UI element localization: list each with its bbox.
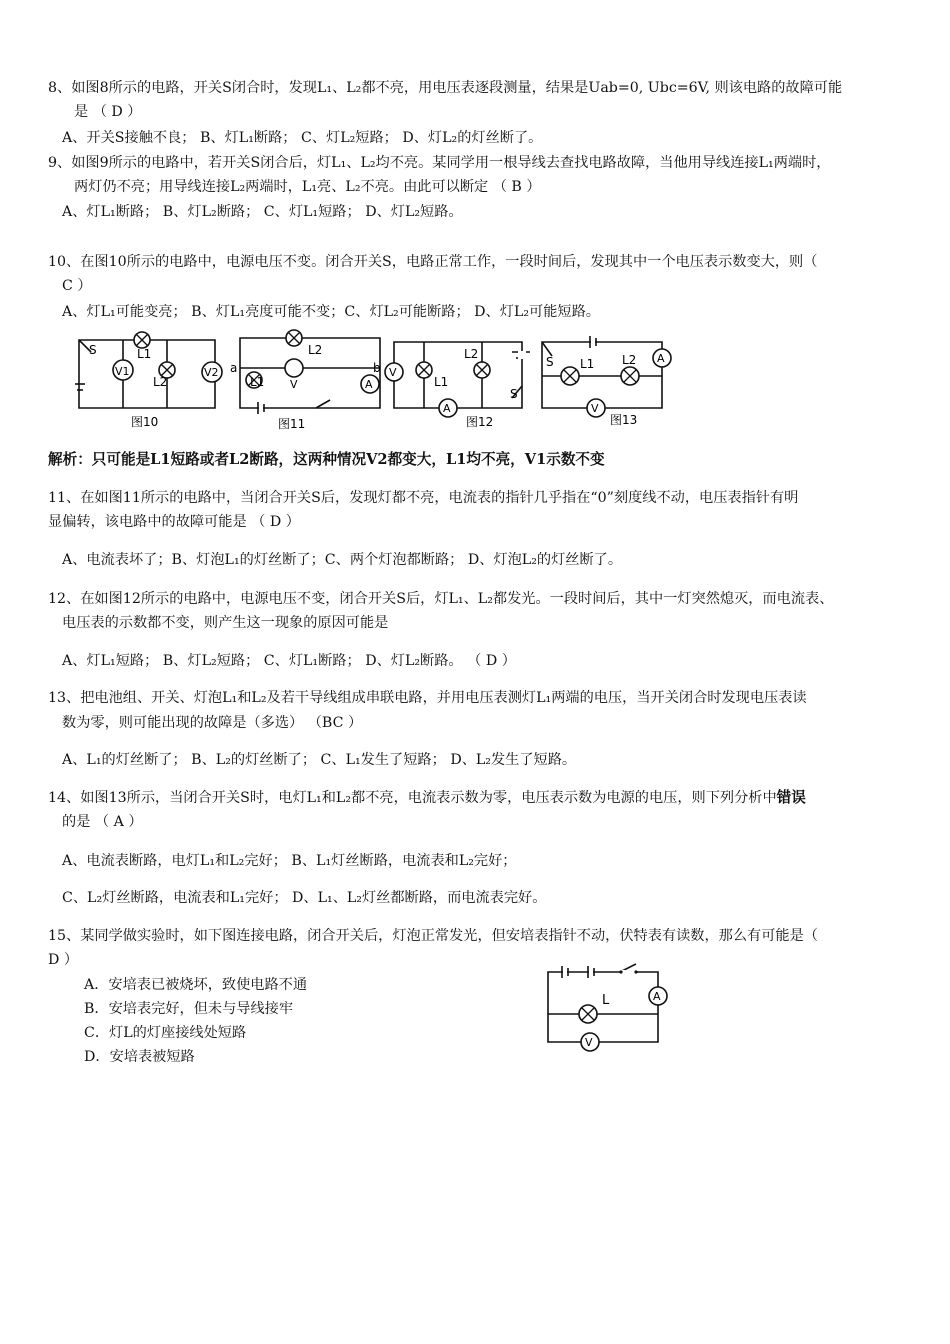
fig11-label-l1: L1	[250, 375, 265, 389]
fig11-label-a-meter: A	[365, 378, 373, 391]
q12-line2: 电压表的示数都不变，则产生这一现象的原因可能是	[62, 615, 389, 631]
q13-line1: 13、把电池组、开关、灯泡L₁和L₂及若干导线组成串联电路，并用电压表测灯L₁两端的电压，当开关闭合时发现电压表读	[48, 690, 807, 706]
fig12-label-l2: L2	[464, 347, 479, 361]
circuit-figure-13	[538, 328, 686, 430]
fig12-label-l1: L1	[434, 375, 449, 389]
q14-line1-text: 14、如图13所示，当闭合开关S时，电灯L₁和L₂都不亮，电流表示数为零，电压表示数为电源的电压，则下列分析中	[48, 790, 777, 806]
fig15-label-v: V	[585, 1036, 593, 1049]
fig13-label-a: A	[657, 352, 665, 365]
q10-options: A、灯L₁可能变亮； B、灯L₁亮度可能不变；C、灯L₂可能断路； D、灯L₂可能短路。	[62, 304, 600, 320]
q10-line2: C ）	[62, 278, 92, 294]
q8-line1: 8、如图8所示的电路，开关S闭合时，发现L₁、L₂都不亮，用电压表逐段测量，结果是Uab=0, Ubc=6V, 则该电路的故障可能	[48, 80, 843, 96]
q15-option-c: C．灯L的灯座接线处短路	[84, 1025, 247, 1041]
q14-options-cd: C、L₂灯丝断路，电流表和L₁完好； D、L₁、L₂灯丝都断路，而电流表完好。	[62, 890, 547, 906]
q14-line1	[48, 788, 806, 808]
q15-option-b: B．安培表完好，但未与导线接牢	[84, 1001, 294, 1017]
q8-options: A、开关S接触不良； B、灯L₁断路； C、灯L₂短路； D、灯L₂的灯丝断了。	[62, 130, 543, 146]
fig10-label-v1: V1	[115, 365, 130, 378]
fig12-label-s: S	[510, 387, 518, 401]
q11-options: A、电流表坏了；B、灯泡L₁的灯丝断了；C、两个灯泡都断路； D、灯泡L₂的灯丝断了。	[62, 552, 623, 568]
circuit-figure-15	[540, 960, 700, 1058]
circuit-figure-12	[382, 328, 532, 430]
fig12-caption: 图12	[466, 415, 494, 429]
q11-line2: 显偏转，该电路中的故障可能是 （ D ）	[48, 514, 300, 530]
q10-line1: 10、在图10所示的电路中，电源电压不变。闭合开关S，电路正常工作，一段时间后，发现其中一个电压表示数变大，则（	[48, 254, 818, 270]
q12-line1: 12、在如图12所示的电路中，电源电压不变，闭合开关S后，灯L₁、L₂都发光。一段时间后，其中一灯突然熄灭，而电流表、	[48, 591, 834, 607]
svg-text:V: V	[290, 378, 298, 391]
fig13-label-l1: L1	[580, 357, 595, 371]
fig11-caption: 图11	[278, 417, 306, 431]
fig10-label-l1: L1	[137, 347, 152, 361]
fig15-label-a: A	[653, 990, 661, 1003]
fig11-label-b: b	[373, 361, 381, 375]
circuit-figure-11	[230, 328, 385, 430]
fig10-label-l2: L2	[153, 375, 168, 389]
q8-line2: 是 （ D ）	[74, 104, 142, 120]
q14-emphasis: 错误	[776, 789, 806, 806]
q9-options: A、灯L₁断路； B、灯L₂断路； C、灯L₁短路； D、灯L₂短路。	[62, 204, 463, 220]
q13-line2: 数为零，则可能出现的故障是（多选） （BC ）	[62, 715, 363, 731]
q15-option-d: D．安培表被短路	[84, 1049, 195, 1065]
fig13-label-s: S	[546, 355, 554, 369]
q13-options: A、L₁的灯丝断了； B、L₂的灯丝断了； C、L₁发生了短路； D、L₂发生了短路。	[62, 752, 577, 768]
q15-line1: 15、某同学做实验时，如下图连接电路，闭合开关后，灯泡正常发光，但安培表指针不动，伏特表有读数，那么有可能是（	[48, 928, 818, 944]
q9-line1: 9、如图9所示的电路中，若开关S闭合后，灯L₁、L₂均不亮。某同学用一根导线去查找电路故障，当他用导线连接L₁两端时，	[48, 155, 831, 171]
fig11-label-a: a	[230, 361, 238, 375]
fig15-label-l: L	[602, 993, 610, 1008]
fig10-label-v2: V2	[204, 366, 219, 379]
fig13-caption: 图13	[610, 413, 638, 427]
q15-option-a: A．安培表已被烧坏，致使电路不通	[84, 977, 308, 993]
q11-line1: 11、在如图11所示的电路中，当闭合开关S后，发现灯都不亮，电流表的指针几乎指在“0”刻度线不动，电压表指针有明	[48, 490, 799, 506]
fig11-label-l2: L2	[308, 343, 323, 357]
q14-line2: 的是 （ A ）	[62, 814, 143, 830]
fig10-caption: 图10	[131, 415, 159, 429]
q15-line2: D ）	[48, 952, 79, 968]
fig10-label-s: S	[89, 343, 97, 357]
q9-line2: 两灯仍不亮；用导线连接L₂两端时，L₁亮、L₂不亮。由此可以断定 （ B ）	[74, 179, 541, 195]
fig12-label-v: V	[389, 366, 397, 379]
circuit-figure-10	[75, 328, 220, 430]
analysis-text: 解析：只可能是L1短路或者L2断路，这两种情况V2都变大，L1均不亮，V1示数不变	[48, 451, 605, 468]
q12-options: A、灯L₁短路； B、灯L₂短路； C、灯L₁断路； D、灯L₂断路。 （ D ）	[62, 653, 516, 669]
fig13-label-l2: L2	[622, 353, 637, 367]
fig13-label-v: V	[591, 402, 599, 415]
fig12-label-a: A	[443, 402, 451, 415]
q14-options-ab: A、电流表断路，电灯L₁和L₂完好； B、L₁灯丝断路，电流表和L₂完好；	[62, 853, 517, 869]
